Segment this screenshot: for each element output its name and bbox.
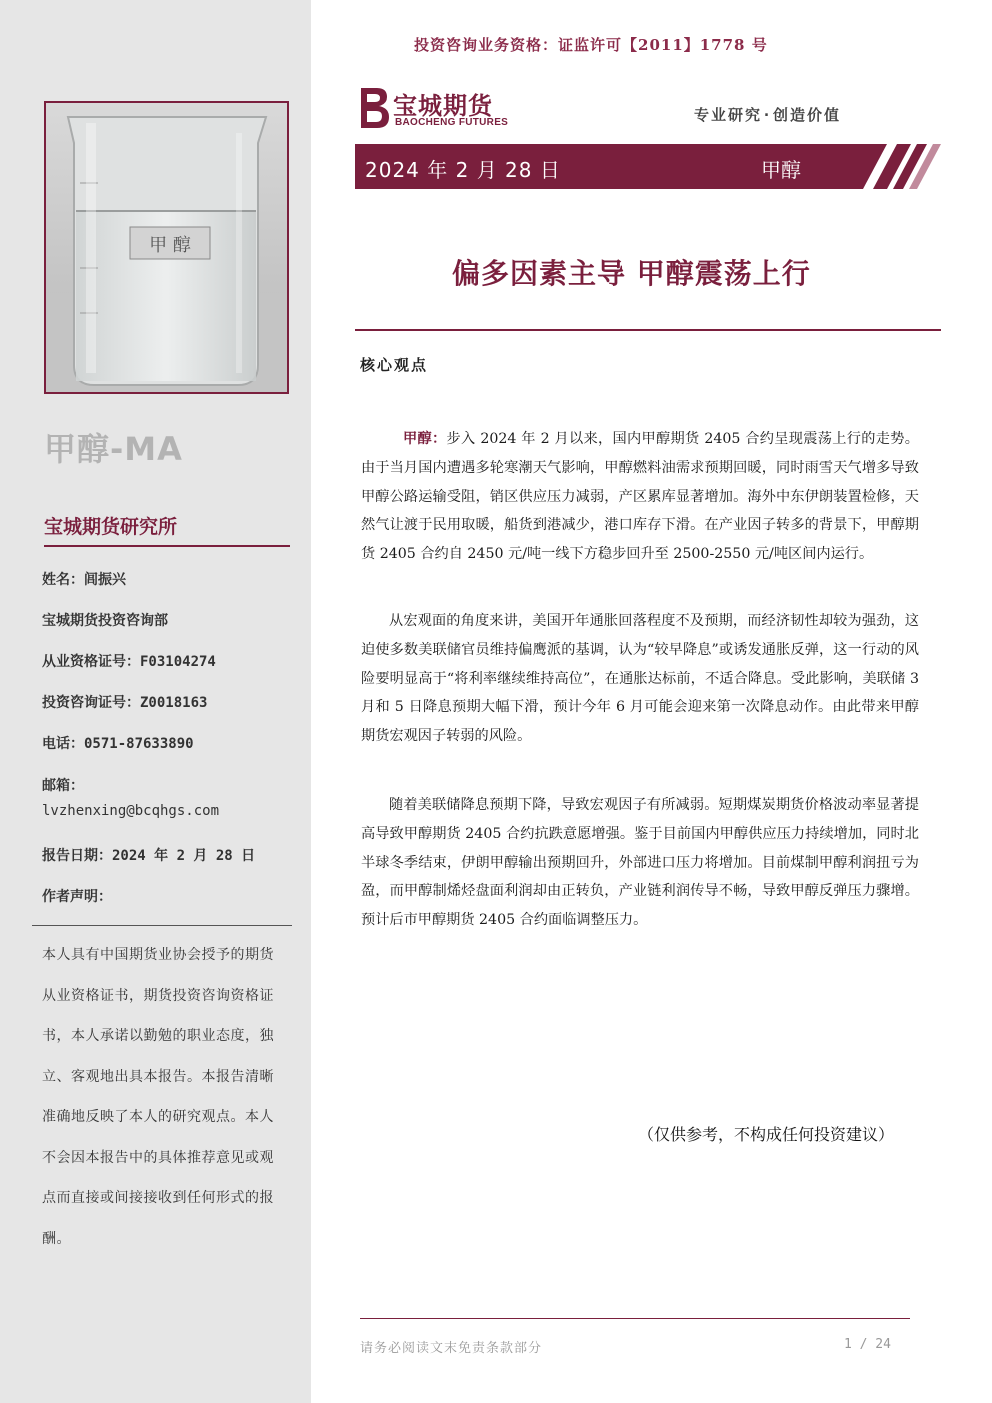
slogan: 专业研究·创造价值 xyxy=(694,106,842,124)
footer-divider xyxy=(360,1318,910,1319)
institute-name: 宝城期货研究所 xyxy=(44,516,178,538)
baocheng-logo-icon xyxy=(355,84,391,130)
institute-divider xyxy=(44,545,290,547)
footer-notice: 请务必阅读文末免责条款部分 xyxy=(360,1341,543,1356)
reference-disclaimer: （仅供参考，不构成任何投资建议） xyxy=(638,1125,895,1144)
logo-chinese-name: 宝城期货 xyxy=(393,92,493,120)
report-date: 报告日期：2024 年 2 月 28 日 xyxy=(42,848,256,864)
date-banner xyxy=(355,144,941,189)
paragraph-1 xyxy=(361,425,919,569)
product-photo xyxy=(44,101,289,394)
company-logo xyxy=(355,84,525,132)
email-label: 邮箱： xyxy=(42,778,84,794)
core-view-heading: 核心观点 xyxy=(360,356,429,374)
paragraph-3: 随着美联储降息预期下降，导致宏观因子有所减弱。短期煤炭期货价格波动率显著提高导致甲醇期货 2405 合约抗跌意愿增强。鉴于目前国内甲醇供应压力持续增加，同时北半球冬季结束，伊朗甲醇输出预期回升，外部进口压力将增加。目前煤制甲醇利润扭亏为盈，而甲醇制烯烃盘面利润却由正转负，产业链利润传导不畅，导致甲醇反弹压力骤增。预计后市甲醇期货 2405 合约面临调整压力。 xyxy=(361,797,919,929)
author-statement-label: 作者声明： xyxy=(42,889,112,905)
phone: 电话：0571-87633890 xyxy=(42,736,194,752)
consulting-number: 投资咨询证号：Z0018163 xyxy=(42,695,208,711)
banner-category: 甲醇 xyxy=(761,158,801,182)
logo-english-name: BAOCHENG FUTURES xyxy=(395,117,509,128)
banner-date: 2024 年 2 月 28 日 xyxy=(365,158,561,182)
email-address[interactable]: lvzhenxing@bcqhgs.com xyxy=(42,803,220,819)
analyst-name: 姓名：闾振兴 xyxy=(42,572,126,588)
methanol-beaker-image xyxy=(46,103,287,392)
qualification-line: 投资咨询业务资格：证监许可【2011】1778 号 xyxy=(414,36,768,54)
author-declaration: 本人具有中国期货业协会授予的期货从业资格证书，期货投资咨询资格证书，本人承诺以勤勉的职业态度，独立、客观地出具本报告。本报告清晰准确地反映了本人的研究观点。本人不会因本报告中的具体推荐意见或观点而直接或间接接收到任何形式的报酬。 xyxy=(42,947,274,1247)
department: 宝城期货投资咨询部 xyxy=(42,613,168,629)
photo-label: 甲 醇 xyxy=(149,235,191,256)
paragraph-1-lead: 甲醇： xyxy=(403,431,447,447)
page-number: 1 / 24 xyxy=(844,1337,891,1352)
declaration-divider xyxy=(32,925,292,926)
paragraph-1-text: 步入 2024 年 2 月以来，国内甲醇期货 2405 合约呈现震荡上行的走势。由于当月国内遭遇多轮寒潮天气影响，甲醇燃料油需求预期回暖，同时雨雪天气增多导致甲醇公路运输受阻，销区供应压力减弱，产区累库显著增加。海外中东伊朗装置检修，天然气让渡于民用取暖，船货到港减少，港口库存下滑。在产业因子转多的背景下，甲醇期货 2405 合约自 2450 元/吨一线下方稳步回升至 2500-2550 元/吨区间内运行。 xyxy=(361,431,919,563)
report-title: 偏多因素主导 甲醇震荡上行 xyxy=(452,257,811,290)
title-divider xyxy=(355,329,941,331)
paragraph-2: 从宏观面的角度来讲，美国开年通胀回落程度不及预期，而经济韧性却较为强劲，这迫使多数美联储官员维持偏鹰派的基调，认为“较早降息”或诱发通胀反弹，这一行动的风险要明显高于“将利率继续维持高位”，在通胀达标前，不适合降息。受此影响，美联储 3 月和 5 日降息预期大幅下滑，预计今年 6 月可能会迎来第一次降息动作。由此带来甲醇期货宏观因子转弱的风险。 xyxy=(361,613,919,745)
product-name: 甲醇-MA xyxy=(44,430,183,468)
qualification-number: 从业资格证号：F03104274 xyxy=(42,654,216,670)
sidebar xyxy=(0,0,311,1403)
